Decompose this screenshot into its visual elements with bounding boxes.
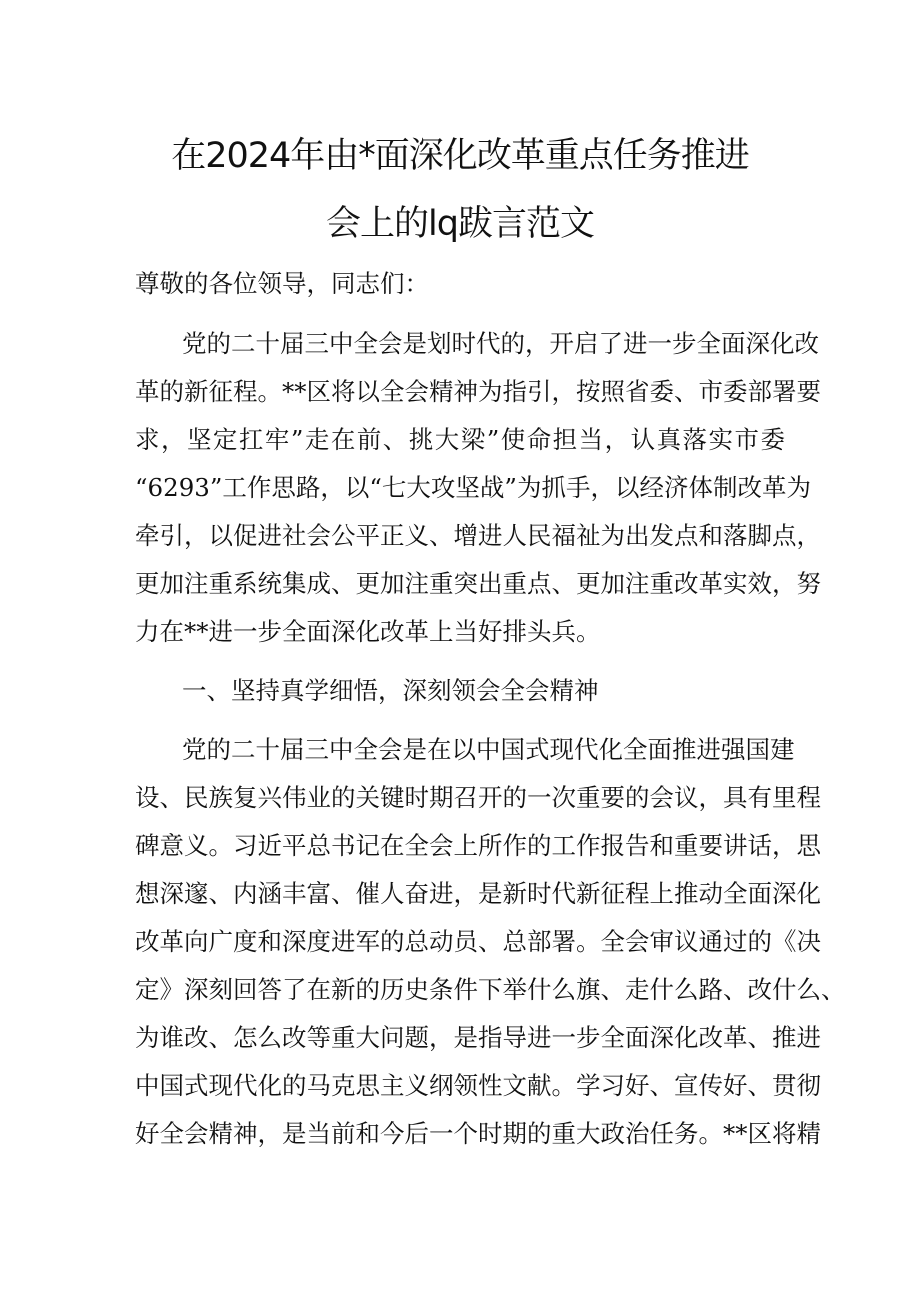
paragraph-line: 牵引，以促进社会公平正义、增进人民福祉为出发点和落脚点， xyxy=(135,521,821,550)
paragraph-line: 定》深刻回答了在新的历史条件下举什么旗、走什么路、改什么、 xyxy=(135,975,846,1004)
salutation: 尊敬的各位领导，同志们： xyxy=(135,269,429,298)
paragraph-line: 碑意义。习近平总书记在全会上所作的工作报告和重要讲话，思 xyxy=(135,831,821,860)
paragraph-line: 设、民族复兴伟业的关键时期召开的一次重要的会议，具有里程 xyxy=(135,783,821,812)
paragraph-line: 革的新征程。**区将以全会精神为指引，按照省委、市委部署要 xyxy=(135,377,821,406)
paragraph-line: 求，坚定扛牢”走在前、挑大梁”使命担当，认真落实市委 xyxy=(135,425,785,454)
paragraph-line: 想深邃、内涵丰富、催人奋进，是新时代新征程上推动全面深化 xyxy=(135,879,821,908)
paragraph-line: 为谁改、怎么改等重大问题，是指导进一步全面深化改革、推进 xyxy=(135,1023,821,1052)
paragraph-line: 党的二十届三中全会是在以中国式现代化全面推进强国建 xyxy=(182,735,795,764)
section-heading: 一、坚持真学细悟，深刻领会全会精神 xyxy=(182,676,599,705)
paragraph-line: 力在**进一步全面深化改革上当好排头兵。 xyxy=(135,617,601,646)
paragraph-line: 更加注重系统集成、更加注重突出重点、更加注重改革实效，努 xyxy=(135,569,821,598)
paragraph-line: 中国式现代化的马克思主义纲领性文献。学习好、宣传好、贯彻 xyxy=(135,1071,821,1100)
paragraph-line: “6293”工作思路，以“七大攻坚战”为抓手，以经济体制改革为 xyxy=(135,473,811,502)
document-title-line-1: 在2024年由*面深化改革重点任务推进 xyxy=(171,136,749,176)
paragraph-line: 党的二十届三中全会是划时代的，开启了进一步全面深化改 xyxy=(182,329,819,358)
paragraph-line: 改革向广度和深度进军的总动员、总部署。全会审议通过的《决 xyxy=(135,927,821,956)
paragraph-line: 好全会精神，是当前和今后一个时期的重大政治任务。**区将精 xyxy=(135,1119,821,1148)
document-title-line-2: 会上的lq跋言范文 xyxy=(326,204,594,244)
